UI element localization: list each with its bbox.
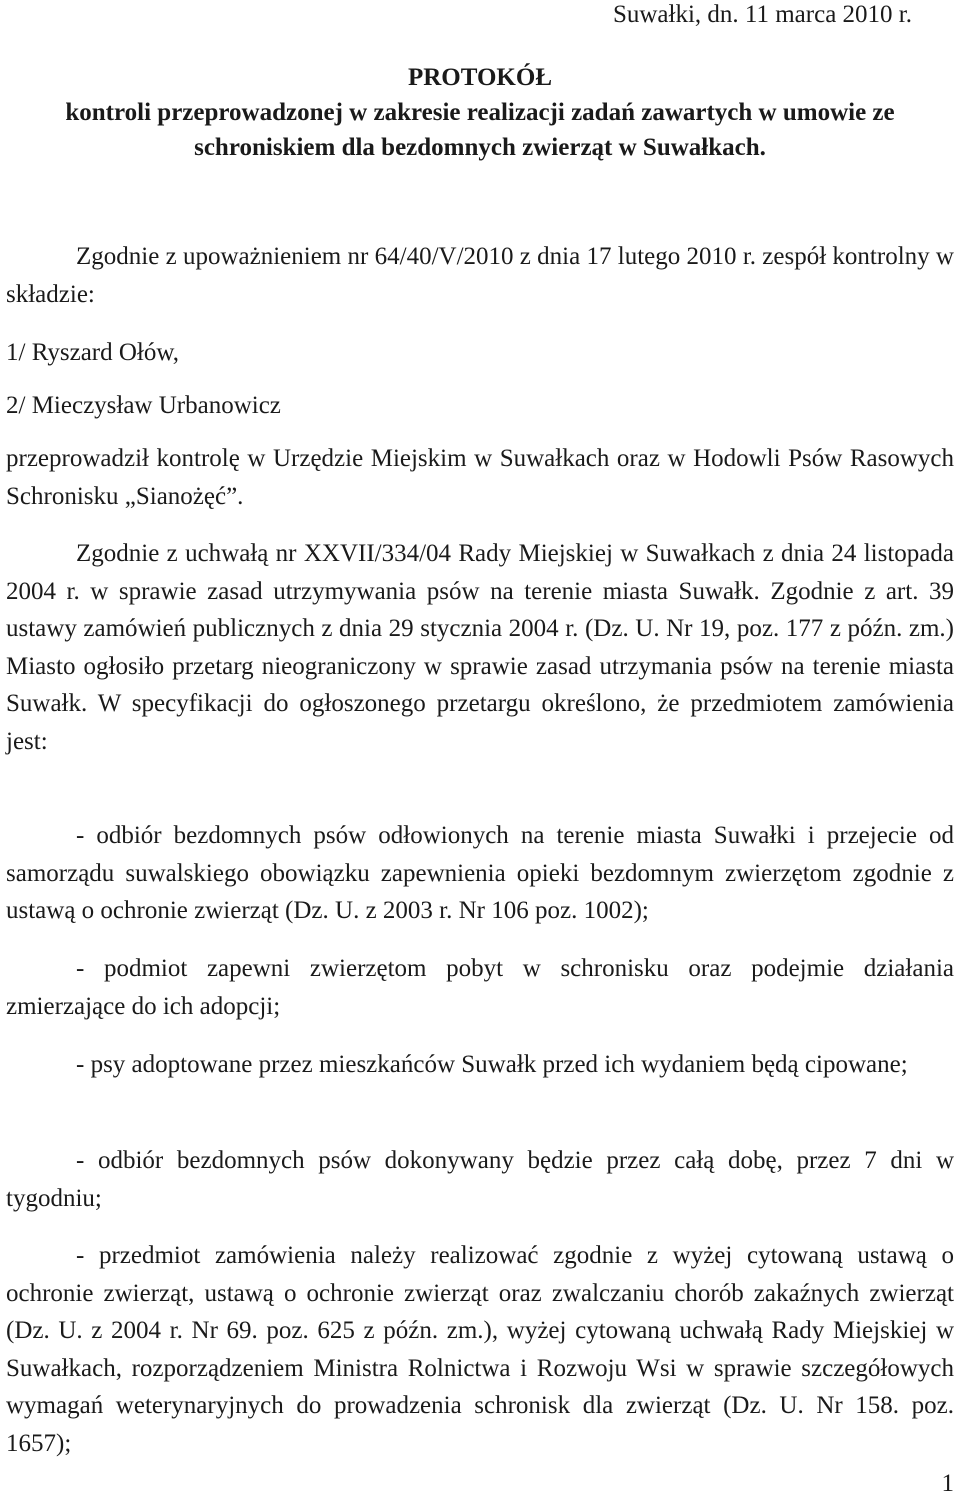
control-statement: przeprowadził kontrolę w Urzędzie Miejskim w Suwałkach oraz w Hodowli Psów Rasowych Schronisku „Sianożęć”. [6, 445, 954, 510]
list-item: - odbiór bezdomnych psów dokonywany będzie przez całą dobę, przez 7 dni w tygodniu; [6, 1147, 954, 1212]
document-title [0, 60, 960, 165]
list-item: - odbiór bezdomnych psów odłowionych na terenie miasta Suwałki i przejecie od samorządu suwalskiego obowiązku zapewnienia opieki bezdomnym zwierzętom zgodnie z ustawą o ochronie zwierząt (Dz. U. z 2003 r. Nr 106 poz. 1002); [6, 822, 954, 924]
place-date: Suwałki, dn. 11 marca 2010 r. [612, 1, 912, 28]
team-member-1: 1/ Ryszard Ołów, [6, 339, 180, 366]
list-item: - podmiot zapewni zwierzętom pobyt w schronisku oraz podejmie działania zmierzające do ich adopcji; [6, 955, 954, 1020]
list-item: - psy adoptowane przez mieszkańców Suwałk przed ich wydaniem będą cipowane; [76, 1051, 908, 1078]
list-item: - przedmiot zamówienia należy realizować zgodnie z wyżej cytowaną ustawą o ochronie zwierząt, ustawą o ochronie zwierząt oraz zwalczaniu chorób zakaźnych zwierząt (Dz. U. z 2004 r. Nr 69. poz. 625 z późn. zm.), wyżej cytowaną uchwałą Rady Miejskiej w Suwałkach, rozporządzeniem Ministra Rolnictwa i Rozwoju Wsi w sprawie szczegółowych wymagań weterynaryjnych do prowadzenia schronisk dla zwierząt (Dz. U. Nr 158. poz. 1657); [6, 1242, 954, 1457]
authorization-paragraph: Zgodnie z upoważnieniem nr 64/40/V/2010 z dnia 17 lutego 2010 r. zespół kontrolny w składzie: [6, 243, 954, 308]
resolution-paragraph: Zgodnie z uchwałą nr XXVII/334/04 Rady Miejskiej w Suwałkach z dnia 24 listopada 2004 r. w sprawie zasad utrzymywania psów na terenie miasta Suwałk. Zgodnie z art. 39 ustawy zamówień publicznych z dnia 29 stycznia 2004 r. (Dz. U. Nr 19, poz. 177 z późn. zm.) Miasto ogłosiło przetarg nieograniczony w sprawie zasad utrzymania psów na terenie miasta Suwałk. W specyfikacji do ogłoszonego przetargu określono, że przedmiotem zamówienia jest: [6, 540, 954, 755]
team-member-2: 2/ Mieczysław Urbanowicz [6, 392, 281, 419]
title-subject-line-1: kontroli przeprowadzonej w zakresie realizacji zadań zawartych w umowie ze [65, 99, 895, 126]
title-heading: PROTOKÓŁ [407, 64, 552, 91]
page-number: 1 [941, 1470, 954, 1497]
title-subject-line-2: schroniskiem dla bezdomnych zwierząt w Suwałkach. [194, 134, 766, 161]
